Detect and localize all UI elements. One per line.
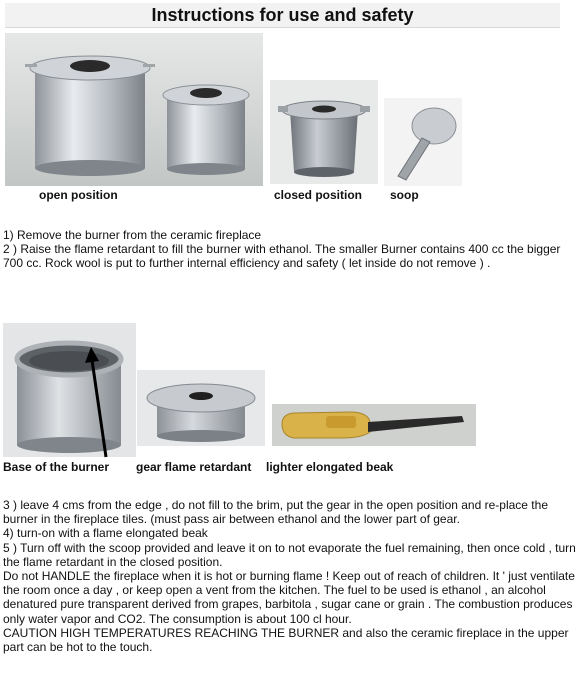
- caption-lighter: lighter elongated beak: [266, 460, 394, 474]
- caption-closed-position: closed position: [274, 188, 363, 202]
- title-bar: [5, 3, 560, 28]
- photo-lighter: [272, 404, 476, 446]
- page-title: Instructions for use and safety: [151, 5, 414, 25]
- photo-closed-burner: [270, 80, 378, 184]
- photo-scoop: [384, 98, 462, 186]
- caption-soop: soop: [390, 188, 419, 202]
- caution-note: CAUTION HIGH TEMPERATURES REACHING THE BURNER and also the ceramic fireplace in the upper part can be hot to the touch.: [3, 625, 569, 655]
- instructions-top: [3, 228, 577, 271]
- safety-warning: Do not HANDLE the fireplace when it is hot or burning flame ! Keep out of reach of children. It ' just ventilate the room once a day , or keep open a vent from the kitchen. The fuel to be used is ethanol , an alcohol denatured pure transparent derived from grapes, barbitola , sugar cane or grain . The combustion produces only water vapor and CO2. The consumption is about 100 cl hour.: [3, 569, 575, 626]
- step-1: 1) Remove the burner from the ceramic fireplace: [3, 228, 262, 242]
- step-3: 3 ) leave 4 cms from the edge , do not fill to the brim, put the gear in the open position and re-place the burner in the fireplace tiles. (must pass air between ethanol and the lower part of gear.: [3, 498, 548, 527]
- caption-open-position: open position: [39, 188, 118, 202]
- step-4: 4) turn-on with a flame elongated beak: [3, 526, 208, 541]
- pointer-arrow: [82, 345, 122, 465]
- instructions-bottom: [3, 498, 577, 654]
- step-5: 5 ) Turn off with the scoop provided and leave it on to not evaporate the fuel remaining, then once cold , turn the flame retardant in the closed position.: [3, 540, 576, 569]
- caption-burner-base: Base of the burner: [3, 460, 110, 474]
- caption-gear-flame-retardant: gear flame retardant: [136, 460, 252, 474]
- photo-open-burners: [5, 33, 263, 186]
- step-2: 2 ) Raise the flame retardant to fill the burner with ethanol. The smaller Burner contains 400 cc the bigger 700 cc. Rock wool is put to further internal efficiency and safety ( let inside do not remove ) .: [3, 242, 561, 271]
- photo-gear-flame-retardant: [137, 370, 265, 446]
